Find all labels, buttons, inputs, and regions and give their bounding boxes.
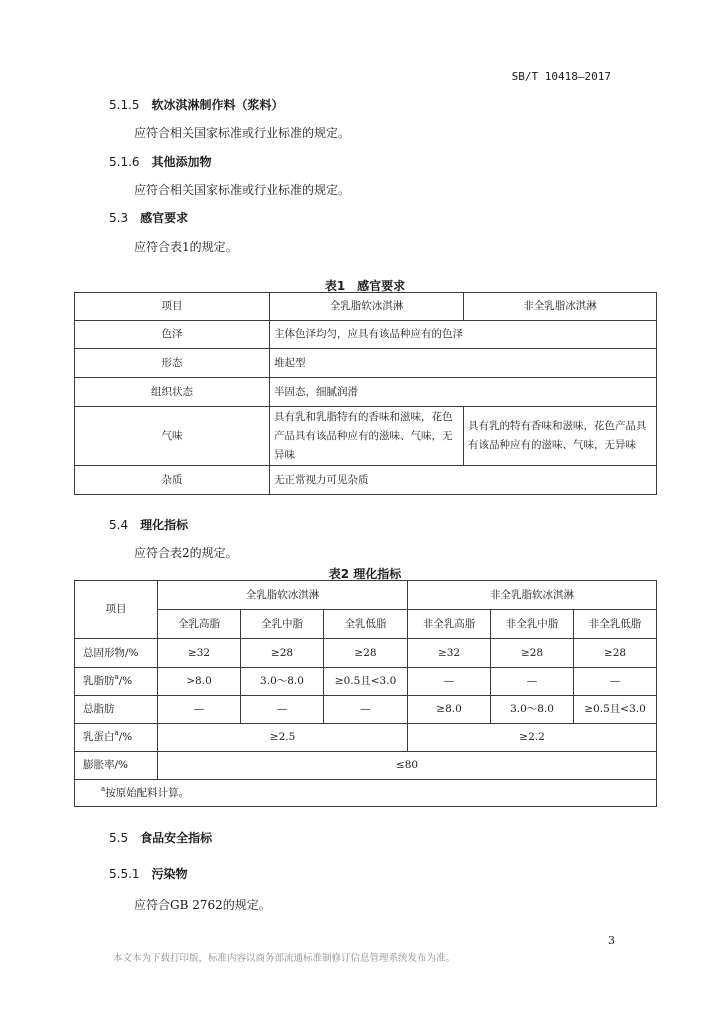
subheader-cell: 全乳中脂 <box>241 610 324 639</box>
section-number: 5.4 <box>109 518 129 532</box>
table-row <box>75 752 657 780</box>
group-header-cell: 非全乳脂软冰淇淋 <box>408 581 657 610</box>
physicochemical-table <box>74 580 657 807</box>
value-cell: ≥28 <box>324 639 408 668</box>
table-row <box>75 378 657 407</box>
table-footnote-row <box>75 780 657 807</box>
paragraph-5-3: 应符合表1的规定。 <box>134 240 238 254</box>
header-cell: 全乳脂软冰淇淋 <box>270 293 464 321</box>
section-number: 5.5 <box>109 831 129 845</box>
section-title: 食品安全指标 <box>140 831 213 845</box>
value-cell: ≥28 <box>574 639 657 668</box>
section-number: 5.5.1 <box>109 867 140 881</box>
value-cell: — <box>241 696 324 724</box>
header-cell: 非全乳脂冰淇淋 <box>464 293 657 321</box>
value-cell: — <box>574 668 657 696</box>
value-cell: ≤80 <box>158 752 657 780</box>
subheader-cell: 非全乳低脂 <box>574 610 657 639</box>
table2-caption: 表2 理化指标 <box>328 567 402 581</box>
paragraph-5-4: 应符合表2的规定。 <box>134 546 238 560</box>
item-cell: 形态 <box>75 349 270 378</box>
value-cell: — <box>324 696 408 724</box>
table-row <box>75 349 657 378</box>
requirement-cell: 主体色泽均匀，应具有该品种应有的色泽 <box>270 321 657 349</box>
value-cell: ≥0.5且<3.0 <box>324 668 408 696</box>
table-header-row <box>75 610 657 639</box>
requirement-cell: 半固态，细腻润滑 <box>270 378 657 407</box>
item-cell: 气味 <box>75 407 270 466</box>
table-row <box>75 407 657 466</box>
section-title: 软冰淇淋制作料（浆料） <box>151 98 284 112</box>
section-number: 5.1.6 <box>109 155 140 169</box>
full-fat-cell: 具有乳和乳脂特有的香味和滋味，花色产品具有该品种应有的滋味、气味，无异味 <box>270 407 464 466</box>
value-cell: ≥2.5 <box>158 724 408 752</box>
value-cell: >8.0 <box>158 668 241 696</box>
subheader-cell: 全乳低脂 <box>324 610 408 639</box>
section-title: 理化指标 <box>140 518 189 532</box>
value-cell: ≥32 <box>158 639 241 668</box>
header-cell: 项目 <box>75 581 158 639</box>
value-cell: ≥8.0 <box>408 696 491 724</box>
value-cell: ≥32 <box>408 639 491 668</box>
subheader-cell: 全乳高脂 <box>158 610 241 639</box>
table-footnote: $^a$按原始配料计算。 <box>75 780 657 807</box>
heading-5-3 <box>109 209 188 226</box>
heading-5-5-1 <box>109 865 188 882</box>
paragraph-5-1-5: 应符合相关国家标准或行业标准的规定。 <box>134 126 351 140</box>
subheader-cell: 非全乳高脂 <box>408 610 491 639</box>
value-cell: ≥2.2 <box>408 724 657 752</box>
table-header-row <box>75 581 657 610</box>
table-row <box>75 466 657 495</box>
value-cell: 3.0～8.0 <box>241 668 324 696</box>
group-header-cell: 全乳脂软冰淇淋 <box>158 581 408 610</box>
heading-5-1-6 <box>109 153 212 170</box>
value-cell: ≥28 <box>491 639 574 668</box>
heading-5-1-5 <box>109 96 284 113</box>
heading-5-5 <box>109 829 212 846</box>
non-full-fat-cell: 具有乳的特有香味和滋味，花色产品具有该品种应有的滋味、气味，无异味 <box>464 407 657 466</box>
item-cell: 组织状态 <box>75 378 270 407</box>
table1-caption: 表1 感官要求 <box>324 279 406 293</box>
row-label: 乳蛋白$^a$/% <box>75 724 158 752</box>
requirement-cell: 堆起型 <box>270 349 657 378</box>
table-header-row <box>75 293 657 321</box>
value-cell: ≥28 <box>241 639 324 668</box>
row-label: 膨胀率/% <box>75 752 158 780</box>
row-label: 总脂肪 <box>75 696 158 724</box>
page-number: 3 <box>608 934 615 947</box>
paragraph-5-1-6: 应符合相关国家标准或行业标准的规定。 <box>134 183 351 197</box>
table-row <box>75 668 657 696</box>
item-cell: 杂质 <box>75 466 270 495</box>
table-row <box>75 639 657 668</box>
standard-code: SB/T 10418—2017 <box>511 70 611 83</box>
subheader-cell: 非全乳中脂 <box>491 610 574 639</box>
sensory-requirements-table <box>74 292 657 495</box>
table-row <box>75 696 657 724</box>
row-label: 乳脂肪$^a$/% <box>75 668 158 696</box>
header-cell: 项目 <box>75 293 270 321</box>
section-title: 感官要求 <box>140 211 189 225</box>
table-row <box>75 321 657 349</box>
item-cell: 色泽 <box>75 321 270 349</box>
paragraph-5-5-1: 应符合GB 2762的规定。 <box>134 898 271 912</box>
requirement-cell: 无正常视力可见杂质 <box>270 466 657 495</box>
heading-5-4 <box>109 516 188 533</box>
download-notice: 本文本为下载打印版，标准内容以商务部流通标准制修订信息管理系统发布为准。 <box>113 953 456 964</box>
section-number: 5.3 <box>109 211 129 225</box>
section-title: 污染物 <box>151 867 188 881</box>
section-number: 5.1.5 <box>109 98 140 112</box>
value-cell: ≥0.5且<3.0 <box>574 696 657 724</box>
table-row <box>75 724 657 752</box>
value-cell: — <box>408 668 491 696</box>
row-label: 总固形物/% <box>75 639 158 668</box>
value-cell: — <box>158 696 241 724</box>
value-cell: — <box>491 668 574 696</box>
section-title: 其他添加物 <box>151 155 212 169</box>
value-cell: 3.0～8.0 <box>491 696 574 724</box>
